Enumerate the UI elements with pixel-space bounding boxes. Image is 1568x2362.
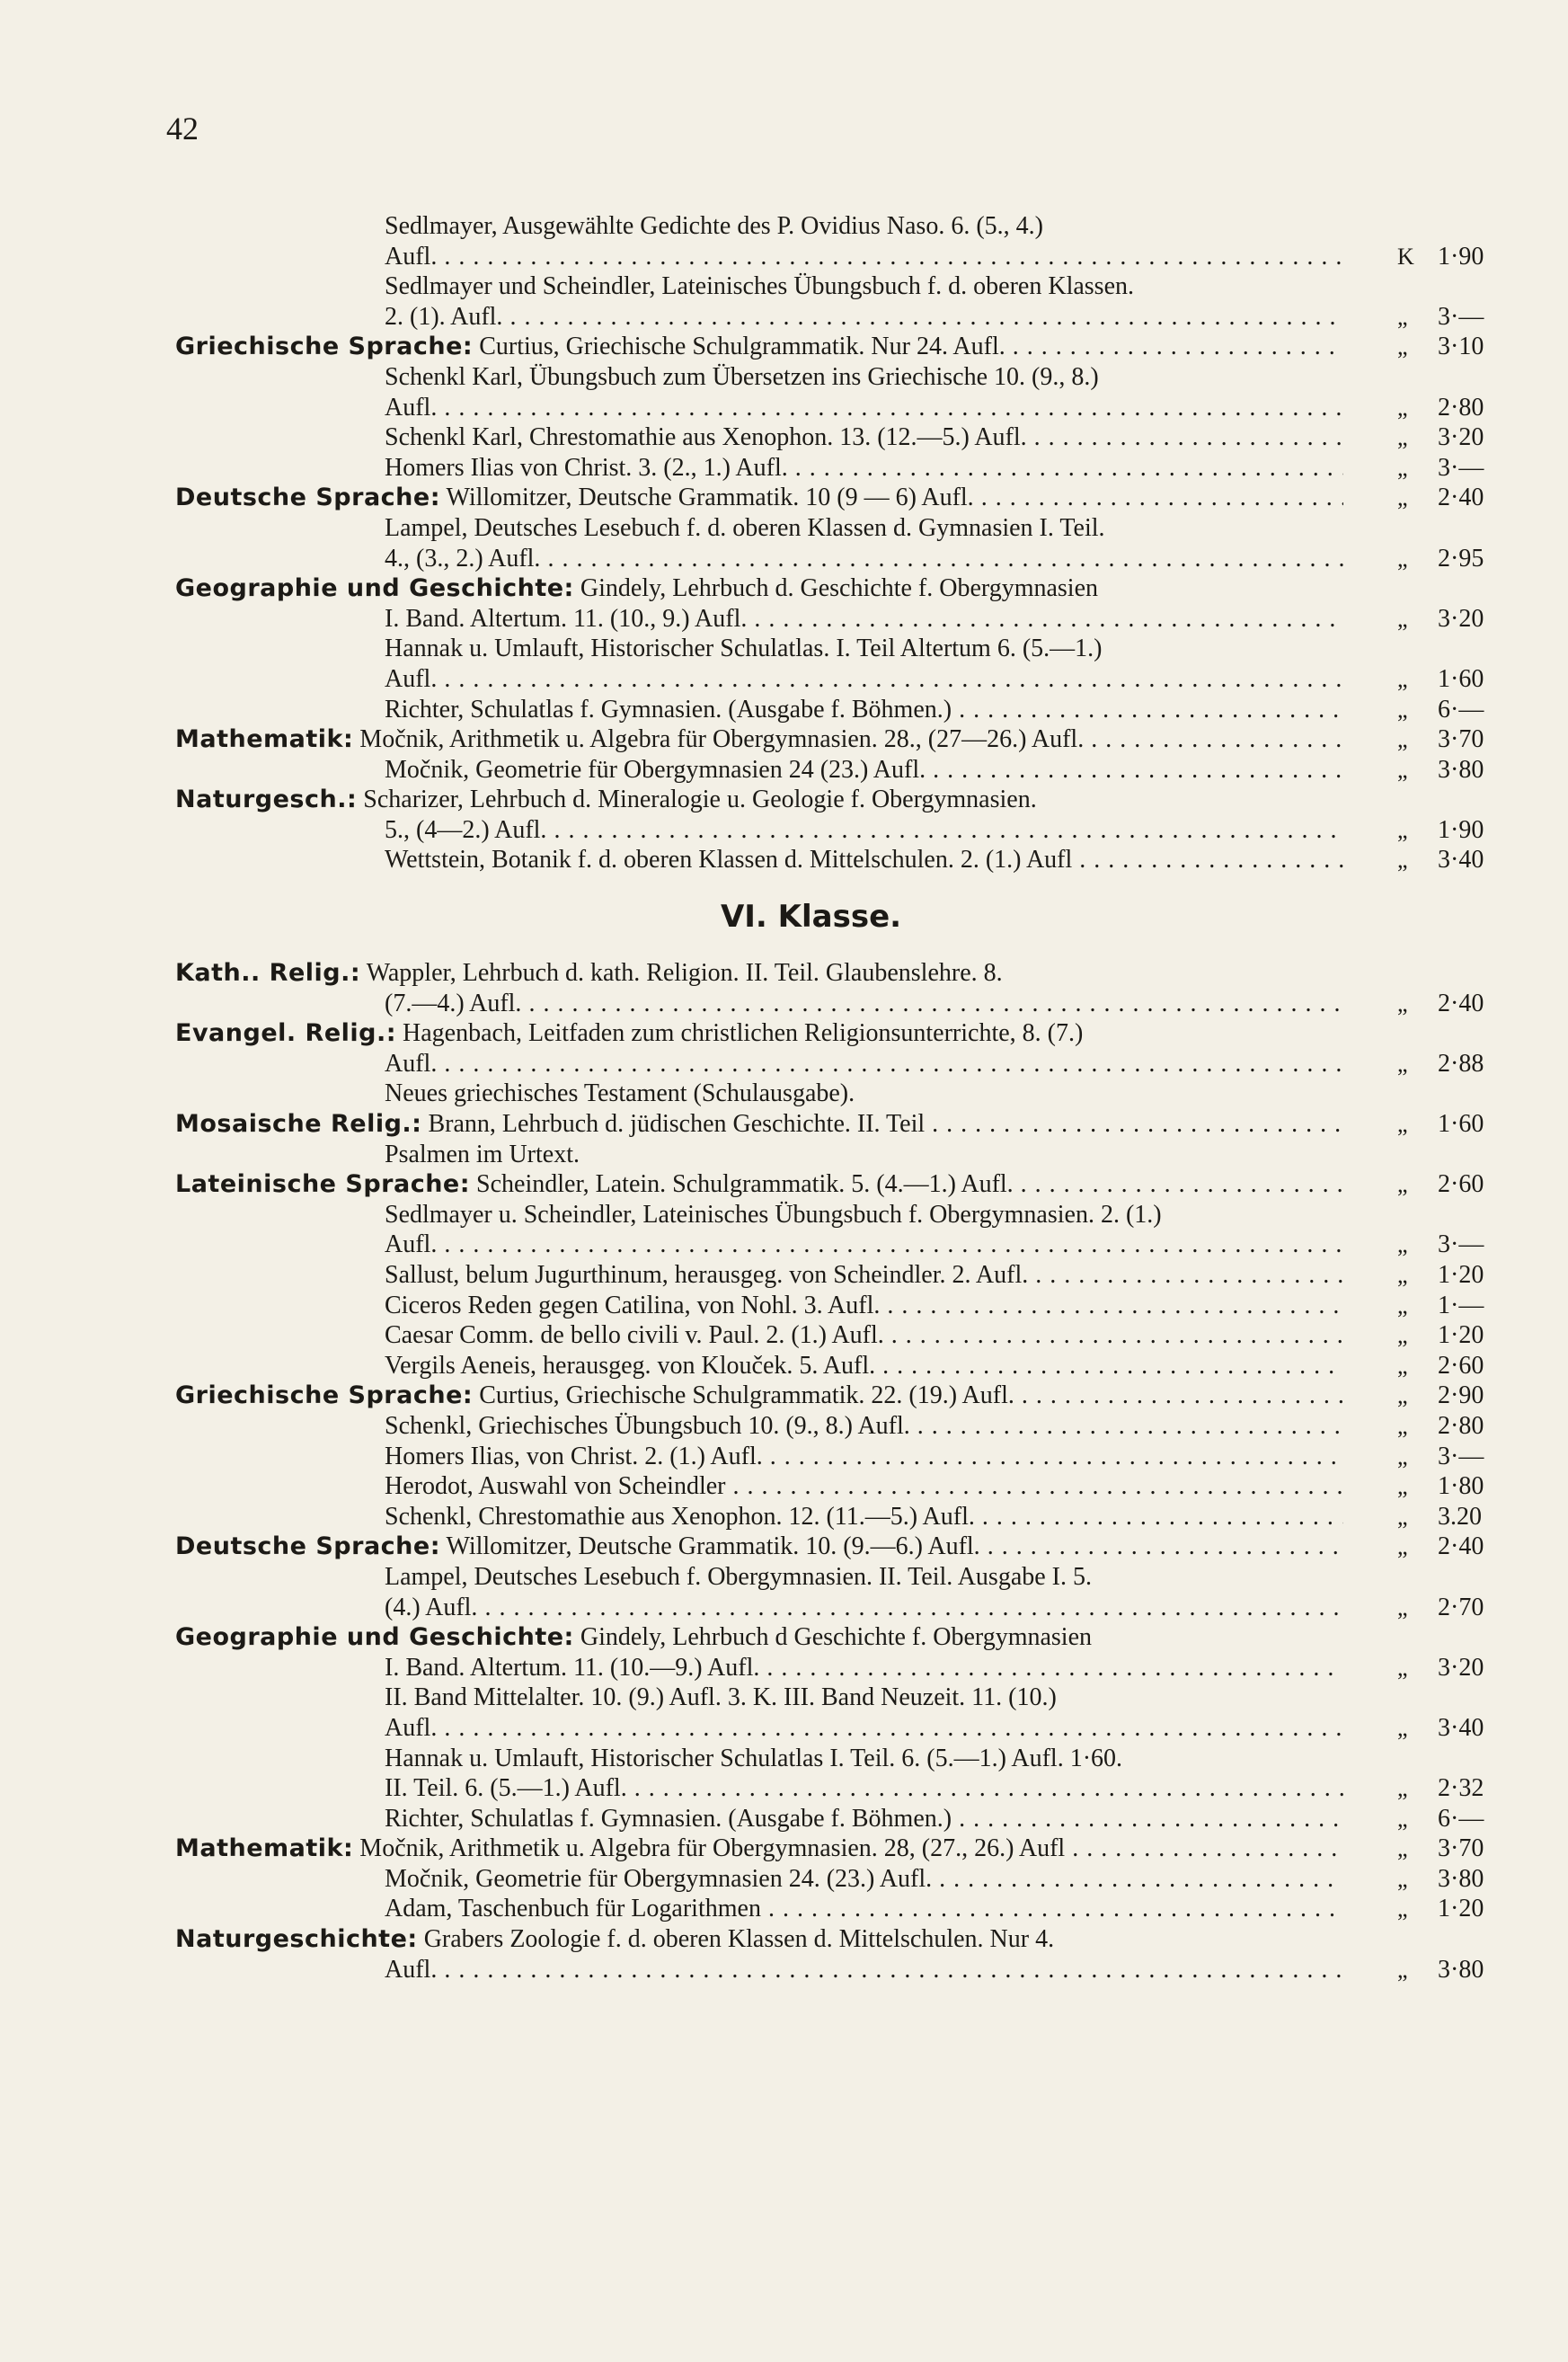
entry-text: Homers Ilias, von Christ. 2. (1.) Aufl. (385, 1442, 763, 1470)
price: 3·80 (1438, 1864, 1484, 1893)
entry-text: Richter, Schulatlas f. Gymnasien. (Ausgabe f. Böhmen.) (385, 1804, 952, 1833)
entry-content (385, 1653, 1343, 1683)
currency-mark: „ (1397, 1835, 1408, 1862)
subject-label: Mathematik: (175, 725, 354, 754)
entry-text: Aufl. (385, 1049, 438, 1078)
list-item (0, 211, 1568, 242)
entry-content (175, 1622, 1343, 1653)
list-item (0, 1804, 1568, 1834)
subject-label: Lateinische Sprache: (175, 1170, 471, 1199)
price: 2·32 (1438, 1774, 1484, 1803)
entry-content (385, 664, 1343, 695)
price: 1·60 (1438, 1110, 1484, 1139)
price: 3·— (1438, 1442, 1484, 1470)
price: 6·— (1438, 1804, 1484, 1833)
currency-mark: „ (1397, 1805, 1408, 1832)
price: 1·90 (1438, 815, 1484, 844)
price: 1·80 (1438, 1472, 1484, 1501)
entry-text: Močnik, Geometrie für Obergymnasien 24. (23.) Aufl. (385, 1864, 933, 1893)
entry-content (175, 1924, 1343, 1955)
entry-content (385, 211, 1343, 242)
list-item (0, 1230, 1568, 1260)
entry-content (385, 1079, 1343, 1109)
subject-label: Evangel. Relig.: (175, 1019, 397, 1048)
price: 2·88 (1438, 1049, 1484, 1078)
list-item (0, 1291, 1568, 1321)
list-item (0, 1562, 1568, 1593)
price: 3·70 (1438, 725, 1484, 754)
list-item (0, 422, 1568, 453)
price: 3·— (1438, 1230, 1484, 1259)
list-item (0, 1351, 1568, 1381)
price: 1·— (1438, 1291, 1484, 1319)
entry-text: Schenkl Karl, Übungsbuch zum Übersetzen ins Griechische 10. (9., 8.) (385, 362, 1099, 391)
subject-label: Naturgeschichte: (175, 1925, 418, 1954)
list-item (0, 1955, 1568, 1985)
currency-mark: „ (1397, 605, 1408, 632)
price: 2·40 (1438, 989, 1484, 1017)
list-item (0, 1169, 1568, 1200)
currency-mark: „ (1397, 1896, 1408, 1922)
subject-label: Mosaische Relig.: (175, 1110, 422, 1139)
list-item (0, 634, 1568, 664)
entry-content (385, 695, 1343, 725)
currency-mark: „ (1397, 1594, 1408, 1621)
price: 3·40 (1438, 1713, 1484, 1742)
list-item (0, 695, 1568, 725)
currency-mark: „ (1397, 303, 1408, 330)
list-item (0, 845, 1568, 875)
price: 1·20 (1438, 1261, 1484, 1289)
entry-text: Lampel, Deutsches Lesebuch f. d. oberen Klassen d. Gymnasien I. Teil. (385, 513, 1105, 542)
entry-text: Ciceros Reden gegen Catilina, von Nohl. 3. Aufl. (385, 1291, 881, 1319)
entry-text: Gindely, Lehrbuch d Geschichte f. Obergymnasien (580, 1623, 1093, 1652)
entry-text: Curtius, Griechische Schulgrammatik. 22. (19.) Aufl. (479, 1381, 1014, 1410)
list-item (0, 1864, 1568, 1895)
currency-mark: „ (1397, 756, 1408, 783)
entry-text: Wappler, Lehrbuch d. kath. Religion. II. Teil. Glaubenslehre. 8. (366, 959, 1003, 988)
entry-content (175, 1381, 1343, 1411)
price: 1·20 (1438, 1895, 1484, 1923)
currency-mark: „ (1397, 1533, 1408, 1560)
currency-mark: „ (1397, 1231, 1408, 1258)
entry-content (175, 1018, 1343, 1049)
list-item (0, 1773, 1568, 1804)
entry-content (385, 544, 1343, 574)
price: 2·70 (1438, 1593, 1484, 1621)
entry-content (175, 724, 1343, 755)
page-number: 42 (166, 111, 199, 147)
entry-content (385, 1260, 1343, 1291)
currency-mark: „ (1397, 1352, 1408, 1379)
currency-mark: K (1397, 243, 1414, 270)
subject-label: Geographie und Geschichte: (175, 1623, 574, 1652)
subject-label: Kath.. Relig.: (175, 959, 361, 988)
entry-content (385, 1230, 1343, 1260)
list-item (0, 1924, 1568, 1955)
entry-content (385, 1502, 1343, 1532)
list-item (0, 1532, 1568, 1562)
entry-content (385, 271, 1343, 302)
entry-content (175, 483, 1343, 513)
entry-content (385, 1200, 1343, 1230)
entry-content (385, 302, 1343, 333)
entry-text: Aufl. (385, 1713, 438, 1742)
list-item (0, 544, 1568, 574)
price: 2·40 (1438, 484, 1484, 512)
currency-mark: „ (1397, 1292, 1408, 1319)
subject-label: Deutsche Sprache: (175, 484, 441, 512)
entry-text: Hannak u. Umlauft, Historischer Schulatlas. I. Teil Altertum 6. (5.—1.) (385, 635, 1103, 663)
list-item (0, 1502, 1568, 1532)
list-item (0, 483, 1568, 513)
entry-content (385, 815, 1343, 846)
entry-text: Scharizer, Lehrbuch d. Mineralogie u. Geologie f. Obergymnasien. (363, 786, 1037, 814)
subject-label: Mathematik: (175, 1834, 354, 1863)
entry-text: Curtius, Griechische Schulgrammatik. Nur 24. Aufl. (479, 333, 1005, 361)
list-item (0, 1260, 1568, 1291)
entry-content (385, 1773, 1343, 1804)
entry-text: Močnik, Arithmetik u. Algebra für Obergymnasien. 28, (27., 26.) Aufl (359, 1834, 1066, 1863)
entry-text: Willomitzer, Deutsche Grammatik. 10. (9.—6.) Aufl. (446, 1532, 980, 1561)
subject-label: Naturgesch.: (175, 786, 358, 814)
list-item (0, 1140, 1568, 1170)
entry-content (385, 362, 1343, 393)
entry-text: Grabers Zoologie f. d. oberen Klassen d. Mittelschulen. Nur 4. (423, 1925, 1055, 1954)
entry-content (385, 1049, 1343, 1079)
entry-text: Lampel, Deutsches Lesebuch f. Obergymnasien. II. Teil. Ausgabe I. 5. (385, 1562, 1093, 1591)
list-item (0, 1442, 1568, 1472)
entry-text: Schenkl Karl, Chrestomathie aus Xenophon. 13. (12.—5.) Aufl. (385, 423, 1027, 452)
entry-content (385, 1471, 1343, 1502)
entry-text: Herodot, Auswahl von Scheindler (385, 1472, 726, 1501)
list-item (0, 1079, 1568, 1109)
entry-text: Homers Ilias von Christ. 3. (2., 1.) Aufl. (385, 453, 788, 482)
entry-content (385, 1411, 1343, 1442)
currency-mark: „ (1397, 484, 1408, 511)
list-item (0, 332, 1568, 362)
list-item (0, 724, 1568, 755)
entry-content (385, 1140, 1343, 1170)
currency-mark: „ (1397, 1654, 1408, 1681)
price: 3·20 (1438, 423, 1484, 452)
list-item (0, 453, 1568, 484)
entry-text: Aufl. (385, 664, 438, 693)
list-item (0, 604, 1568, 635)
list-item (0, 1744, 1568, 1774)
entry-text: (7.—4.) Aufl. (385, 989, 522, 1017)
currency-mark: „ (1397, 847, 1408, 874)
entry-text: II. Band Mittelalter. 10. (9.) Aufl. 3. K. III. Band Neuzeit. 11. (10.) (385, 1683, 1057, 1712)
price: 3·80 (1438, 755, 1484, 784)
list-item (0, 1049, 1568, 1079)
currency-mark: „ (1397, 1956, 1408, 1983)
entry-content (385, 634, 1343, 664)
currency-mark: „ (1397, 394, 1408, 421)
entry-text: Močnik, Arithmetik u. Algebra für Obergymnasien. 28., (27—26.) Aufl. (359, 725, 1085, 754)
entry-content (175, 332, 1343, 362)
entry-content (385, 1744, 1343, 1774)
entry-content (175, 1109, 1343, 1140)
entry-text: 4., (3., 2.) Aufl. (385, 544, 541, 573)
list-item (0, 755, 1568, 786)
entry-text: I. Band. Altertum. 11. (10.—9.) Aufl. (385, 1653, 760, 1682)
entry-content (175, 573, 1343, 604)
currency-mark: „ (1397, 696, 1408, 723)
price: 3·70 (1438, 1834, 1484, 1863)
list-item (0, 815, 1568, 846)
subject-label: Geographie und Geschichte: (175, 574, 574, 603)
price: 3·40 (1438, 846, 1484, 875)
currency-mark: „ (1397, 545, 1408, 572)
entry-text: Sedlmayer u. Scheindler, Lateinisches Übungsbuch f. Obergymnasien. 2. (1.) (385, 1200, 1162, 1229)
list-item (0, 1622, 1568, 1653)
entry-text: Schenkl, Griechisches Übungsbuch 10. (9., 8.) Aufl. (385, 1411, 910, 1440)
price: 2·40 (1438, 1532, 1484, 1561)
currency-mark: „ (1397, 333, 1408, 360)
entry-text: 2. (1). Aufl. (385, 302, 503, 331)
currency-mark: „ (1397, 816, 1408, 843)
list-item (0, 393, 1568, 423)
entry-text: Brann, Lehrbuch d. jüdischen Geschichte. II. Teil (428, 1110, 926, 1139)
entry-text: Schenkl, Chrestomathie aus Xenophon. 12. (11.—5.) Aufl. (385, 1502, 975, 1531)
entry-text: (4.) Aufl. (385, 1593, 478, 1621)
price: 2·80 (1438, 1411, 1484, 1440)
currency-mark: „ (1397, 665, 1408, 692)
currency-mark: „ (1397, 1865, 1408, 1892)
currency-mark: „ (1397, 1111, 1408, 1138)
list-item (0, 1593, 1568, 1623)
entry-content (385, 1442, 1343, 1472)
entry-content (385, 1291, 1343, 1321)
currency-mark: „ (1397, 454, 1408, 481)
entry-content (385, 604, 1343, 635)
entry-text: Aufl. (385, 1230, 438, 1259)
list-item (0, 271, 1568, 302)
entry-content (385, 393, 1343, 423)
entry-content (385, 1562, 1343, 1593)
entry-content (385, 1804, 1343, 1834)
entry-content (385, 1683, 1343, 1713)
list-item (0, 664, 1568, 695)
entry-content (385, 1894, 1343, 1924)
price: 1·90 (1438, 242, 1484, 271)
entry-text: Scheindler, Latein. Schulgrammatik. 5. (4.—1.) Aufl. (476, 1170, 1014, 1199)
list-item (0, 1683, 1568, 1713)
price: 2·95 (1438, 544, 1484, 573)
entry-text: Gindely, Lehrbuch d. Geschichte f. Obergymnasien (580, 574, 1099, 603)
price: 1·20 (1438, 1321, 1484, 1350)
list-item (0, 1713, 1568, 1744)
list-item (0, 958, 1568, 989)
price: 3·20 (1438, 1653, 1484, 1682)
currency-mark: „ (1397, 990, 1408, 1017)
currency-mark: „ (1397, 1775, 1408, 1802)
list-item (0, 785, 1568, 815)
price: 3·20 (1438, 604, 1484, 633)
list-item (0, 1109, 1568, 1140)
price: 2·60 (1438, 1351, 1484, 1380)
currency-mark: „ (1397, 1503, 1408, 1530)
currency-mark: „ (1397, 1171, 1408, 1198)
entry-content (385, 1955, 1343, 1985)
price: 2·60 (1438, 1170, 1484, 1199)
entry-content (385, 1351, 1343, 1381)
entry-content (385, 513, 1343, 544)
list-item (0, 573, 1568, 604)
entry-text: Richter, Schulatlas f. Gymnasien. (Ausgabe f. Böhmen.) (385, 695, 952, 724)
entry-content (175, 958, 1343, 989)
price: 2·80 (1438, 393, 1484, 422)
entry-text: Sedlmayer, Ausgewählte Gedichte des P. Ovidius Naso. 6. (5., 4.) (385, 212, 1043, 240)
entry-content (385, 755, 1343, 786)
entry-text: Caesar Comm. de bello civili v. Paul. 2. (1.) Aufl. (385, 1321, 884, 1350)
price: 1·60 (1438, 664, 1484, 693)
entry-text: Wettstein, Botanik f. d. oberen Klassen d. Mittelschulen. 2. (1.) Aufl (385, 846, 1073, 875)
entry-text: Hagenbach, Leitfaden zum christlichen Religionsunterrichte, 8. (7.) (403, 1019, 1084, 1048)
price: 3·80 (1438, 1955, 1484, 1984)
entry-text: Neues griechisches Testament (Schulausgabe). (385, 1079, 855, 1108)
list-item (0, 302, 1568, 333)
entry-text: Aufl. (385, 242, 438, 271)
list-item (0, 242, 1568, 272)
entry-content (385, 422, 1343, 453)
list-item (0, 1411, 1568, 1442)
entry-text: Adam, Taschenbuch für Logarithmen (385, 1895, 761, 1923)
currency-mark: „ (1397, 1412, 1408, 1439)
currency-mark: „ (1397, 1382, 1408, 1409)
list-item (0, 1894, 1568, 1924)
list-item (0, 1653, 1568, 1683)
entry-content (385, 989, 1343, 1019)
list-item (0, 989, 1568, 1019)
list-item (0, 1381, 1568, 1411)
list-item (0, 1200, 1568, 1230)
list-item (0, 362, 1568, 393)
currency-mark: „ (1397, 1322, 1408, 1349)
currency-mark: „ (1397, 1714, 1408, 1741)
entry-text: 5., (4—2.) Aufl. (385, 815, 547, 844)
entry-content (385, 1864, 1343, 1895)
list-item (0, 1834, 1568, 1864)
entry-content (385, 242, 1343, 272)
subject-label: Griechische Sprache: (175, 333, 474, 361)
entry-content (175, 785, 1343, 815)
currency-mark: „ (1397, 1473, 1408, 1500)
entry-text: Willomitzer, Deutsche Grammatik. 10 (9 — 6) Aufl. (446, 484, 974, 512)
entry-content (385, 1320, 1343, 1351)
book-list (0, 211, 1568, 1985)
price: 3·— (1438, 302, 1484, 331)
entry-text: I. Band. Altertum. 11. (10., 9.) Aufl. (385, 604, 748, 633)
entry-content (175, 1834, 1343, 1864)
price: 3·— (1438, 453, 1484, 482)
entry-text: Aufl. (385, 1955, 438, 1984)
entry-content (385, 1713, 1343, 1744)
entry-text: Sallust, belum Jugurthinum, herausgeg. von Scheindler. 2. Aufl. (385, 1261, 1029, 1289)
price: 6·— (1438, 695, 1484, 724)
currency-mark: „ (1397, 1050, 1408, 1077)
list-item (0, 1320, 1568, 1351)
list-item (0, 1471, 1568, 1502)
entry-content (175, 1532, 1343, 1562)
entry-text: Aufl. (385, 393, 438, 422)
entry-content (385, 1593, 1343, 1623)
price: 2·90 (1438, 1381, 1484, 1410)
currency-mark: „ (1397, 1262, 1408, 1288)
subject-label: Griechische Sprache: (175, 1381, 474, 1410)
list-item (0, 1018, 1568, 1049)
entry-text: II. Teil. 6. (5.—1.) Aufl. (385, 1774, 627, 1803)
price: 3·10 (1438, 333, 1484, 361)
currency-mark: „ (1397, 726, 1408, 753)
entry-text: Sedlmayer und Scheindler, Lateinisches Übungsbuch f. d. oberen Klassen. (385, 272, 1134, 301)
entry-content (385, 845, 1343, 875)
entry-text: Močnik, Geometrie für Obergymnasien 24 (23.) Aufl. (385, 755, 926, 784)
entry-text: Vergils Aeneis, herausgeg. von Klouček. 5. Aufl. (385, 1351, 876, 1380)
currency-mark: „ (1397, 1443, 1408, 1470)
entry-content (385, 453, 1343, 484)
entry-text: Hannak u. Umlauft, Historischer Schulatlas I. Teil. 6. (5.—1.) Aufl. 1·60. (385, 1744, 1123, 1772)
section-heading: VI. Klasse. (720, 899, 902, 936)
list-item (0, 513, 1568, 544)
currency-mark: „ (1397, 424, 1408, 451)
price: 3.20 (1438, 1502, 1482, 1531)
entry-text: Psalmen im Urtext. (385, 1140, 580, 1168)
entry-content (175, 1169, 1343, 1200)
subject-label: Deutsche Sprache: (175, 1532, 441, 1561)
